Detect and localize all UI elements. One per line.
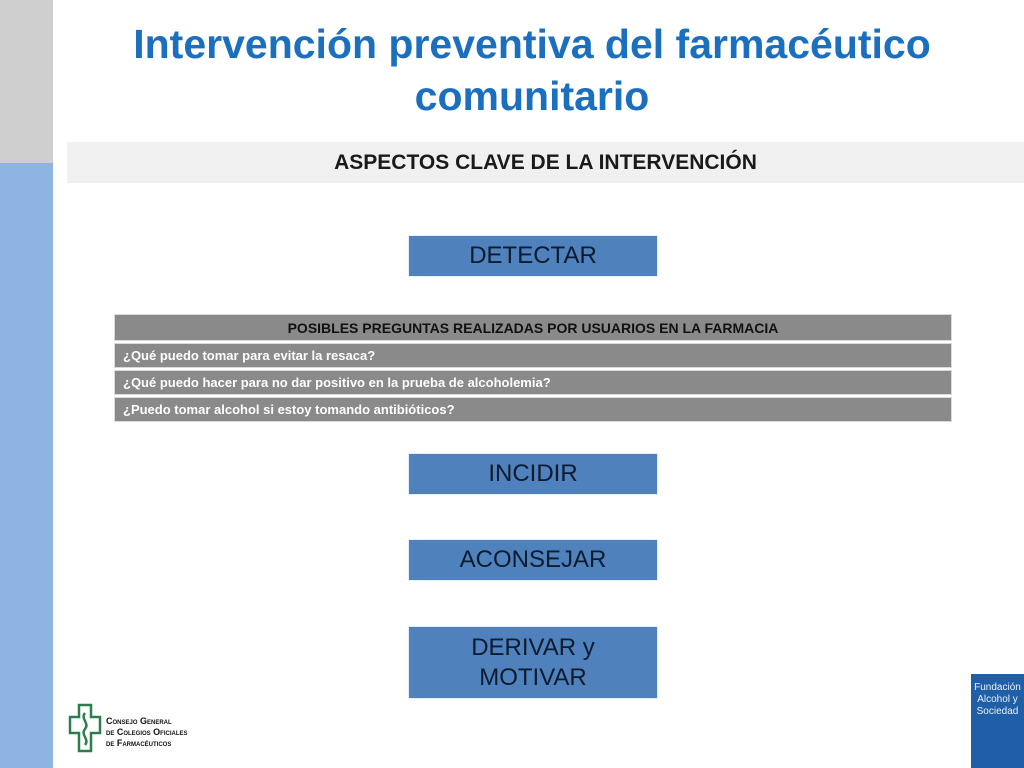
cgcof-logo	[68, 703, 198, 759]
cgcof-logo-text: Consejo General de Colegios Oficiales de Farmacéuticos	[106, 716, 188, 748]
side-bar-blue	[0, 163, 53, 768]
question-row: ¿Qué puedo tomar para evitar la resaca?	[114, 343, 952, 368]
section-subtitle: ASPECTOS CLAVE DE LA INTERVENCIÓN	[67, 142, 1024, 183]
side-bar-gray	[0, 0, 53, 163]
questions-table	[114, 314, 952, 422]
page-title: Intervención preventiva del farmacéutico comunitario	[133, 21, 931, 119]
pharmacy-cross-icon	[68, 703, 102, 753]
step-detectar: DETECTAR	[408, 235, 658, 277]
step-derivar: DERIVAR y MOTIVAR	[408, 626, 658, 699]
fundacion-alcohol-sociedad-logo: Fundación Alcohol y Sociedad	[971, 674, 1024, 768]
step-aconsejar: ACONSEJAR	[408, 539, 658, 581]
questions-header: POSIBLES PREGUNTAS REALIZADAS POR USUARIOS EN LA FARMACIA	[114, 314, 952, 341]
question-row: ¿Puedo tomar alcohol si estoy tomando antibióticos?	[114, 397, 952, 422]
step-incidir: INCIDIR	[408, 453, 658, 495]
question-row: ¿Qué puedo hacer para no dar positivo en la prueba de alcoholemia?	[114, 370, 952, 395]
